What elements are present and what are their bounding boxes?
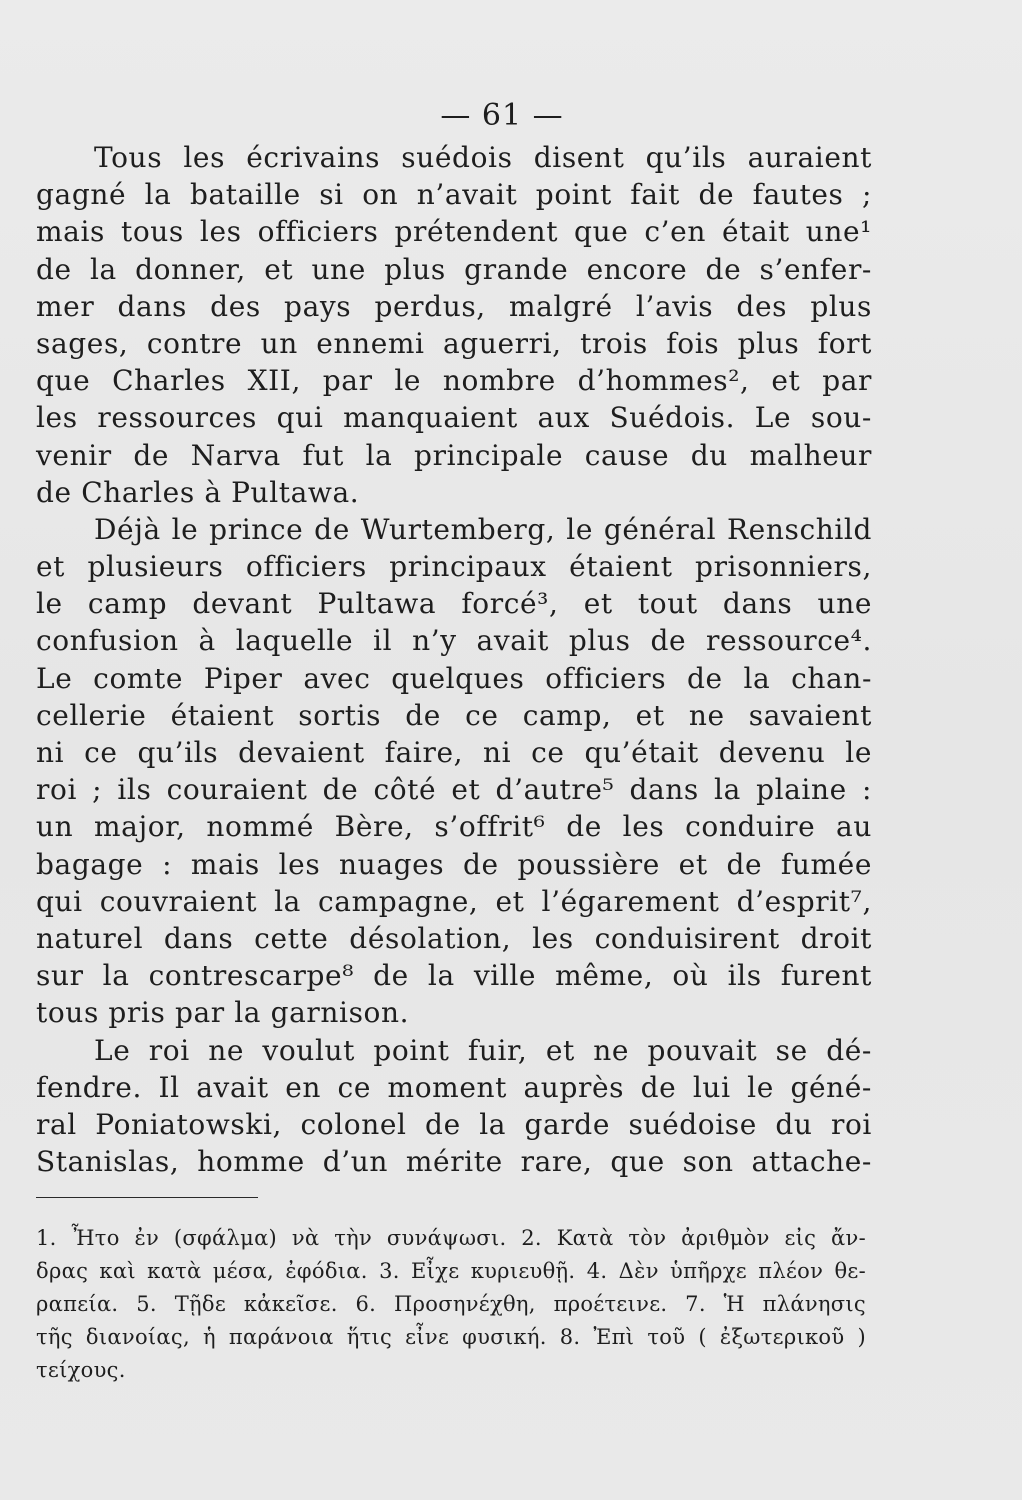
- text-line: le camp devant Pultawa forcé³, et tout dans une: [36, 587, 872, 621]
- footnote-rule: [36, 1197, 258, 1198]
- text-line: sages, contre un ennemi aguerri, trois fois plus fort: [36, 326, 872, 360]
- footnote-line: τείχους.: [36, 1358, 126, 1382]
- text-line: naturel dans cette désolation, les conduisirent droit: [36, 921, 872, 955]
- text-line: ral Poniatowski, colonel de la garde suédoise du roi: [36, 1107, 872, 1141]
- text-line: fendre. Il avait en ce moment auprès de lui le géné-: [36, 1070, 872, 1104]
- text-line: mais tous les officiers prétendent que c’en était une¹: [36, 215, 872, 249]
- text-line: ni ce qu’ils devaient faire, ni ce qu’était devenu le: [36, 736, 872, 769]
- text-line: et plusieurs officiers principaux étaient prisonniers,: [36, 550, 872, 584]
- text-line: sur la contrescarpe⁸ de la ville même, où ils furent: [36, 959, 872, 993]
- text-line: gagné la bataille si on n’avait point fait de fautes ;: [36, 178, 872, 212]
- text-line: venir de Narva fut la principale cause du malheur: [36, 438, 872, 472]
- text-line: tous pris par la garnison.: [36, 996, 410, 1030]
- text-line: de la donner, et une plus grande encore de s’enfer-: [36, 252, 872, 286]
- footnotes: [36, 1222, 866, 1387]
- text-line: cellerie étaient sortis de ce camp, et ne savaient: [36, 698, 872, 732]
- text-line: mer dans des pays perdus, malgré l’avis des plus: [36, 289, 872, 323]
- text-line: bagage : mais les nuages de poussière et de fumée: [36, 847, 872, 881]
- text-line: Déjà le prince de Wurtemberg, le général Renschild: [94, 512, 872, 546]
- footnote-line: ραπεία. 5. Τῇδε κἀκεῖσε. 6. Προσηνέχθη, προέτεινε. 7. Ἡ πλάνησις: [36, 1292, 866, 1316]
- text-line: de Charles à Pultawa.: [36, 475, 360, 509]
- text-line: Le comte Piper avec quelques officiers de la chan-: [36, 661, 872, 695]
- text-line: un major, nommé Bère, s’offrit⁶ de les conduire au: [36, 810, 872, 844]
- text-line: que Charles XII, par le nombre d’hommes², et par: [36, 364, 872, 398]
- footnote-line: 1. Ἦτο ἐν (σφάλμα) νὰ τὴν συνάψωσι. 2. Κατὰ τὸν ἀριθμὸν εἰς ἄν-: [36, 1226, 866, 1250]
- text-line: Le roi ne voulut point fuir, et ne pouvait se dé-: [94, 1033, 872, 1067]
- text-line: les ressources qui manquaient aux Suédois. Le sou-: [36, 401, 872, 435]
- text-line: roi ; ils couraient de côté et d’autre⁵ dans la plaine :: [36, 773, 872, 807]
- page-number: — 61 —: [440, 98, 564, 133]
- body-text: [36, 139, 872, 1180]
- text-line: Stanislas, homme d’un mérite rare, que son attache-: [36, 1145, 872, 1179]
- footnote-line: τῆς διανοίας, ἡ παράνοια ἥτις εἶνε φυσική. 8. Ἐπὶ τοῦ ( ἐξωτερικοῦ ): [36, 1325, 866, 1349]
- footnote-line: δρας καὶ κατὰ μέσα, ἐφόδια. 3. Εἶχε κυριευθῇ. 4. Δὲν ὑπῆρχε πλέον θε-: [36, 1259, 866, 1283]
- text-line: Tous les écrivains suédois disent qu’ils auraient: [94, 141, 872, 174]
- text-line: qui couvraient la campagne, et l’égarement d’esprit⁷,: [36, 884, 872, 918]
- text-line: confusion à laquelle il n’y avait plus de ressource⁴.: [36, 624, 872, 658]
